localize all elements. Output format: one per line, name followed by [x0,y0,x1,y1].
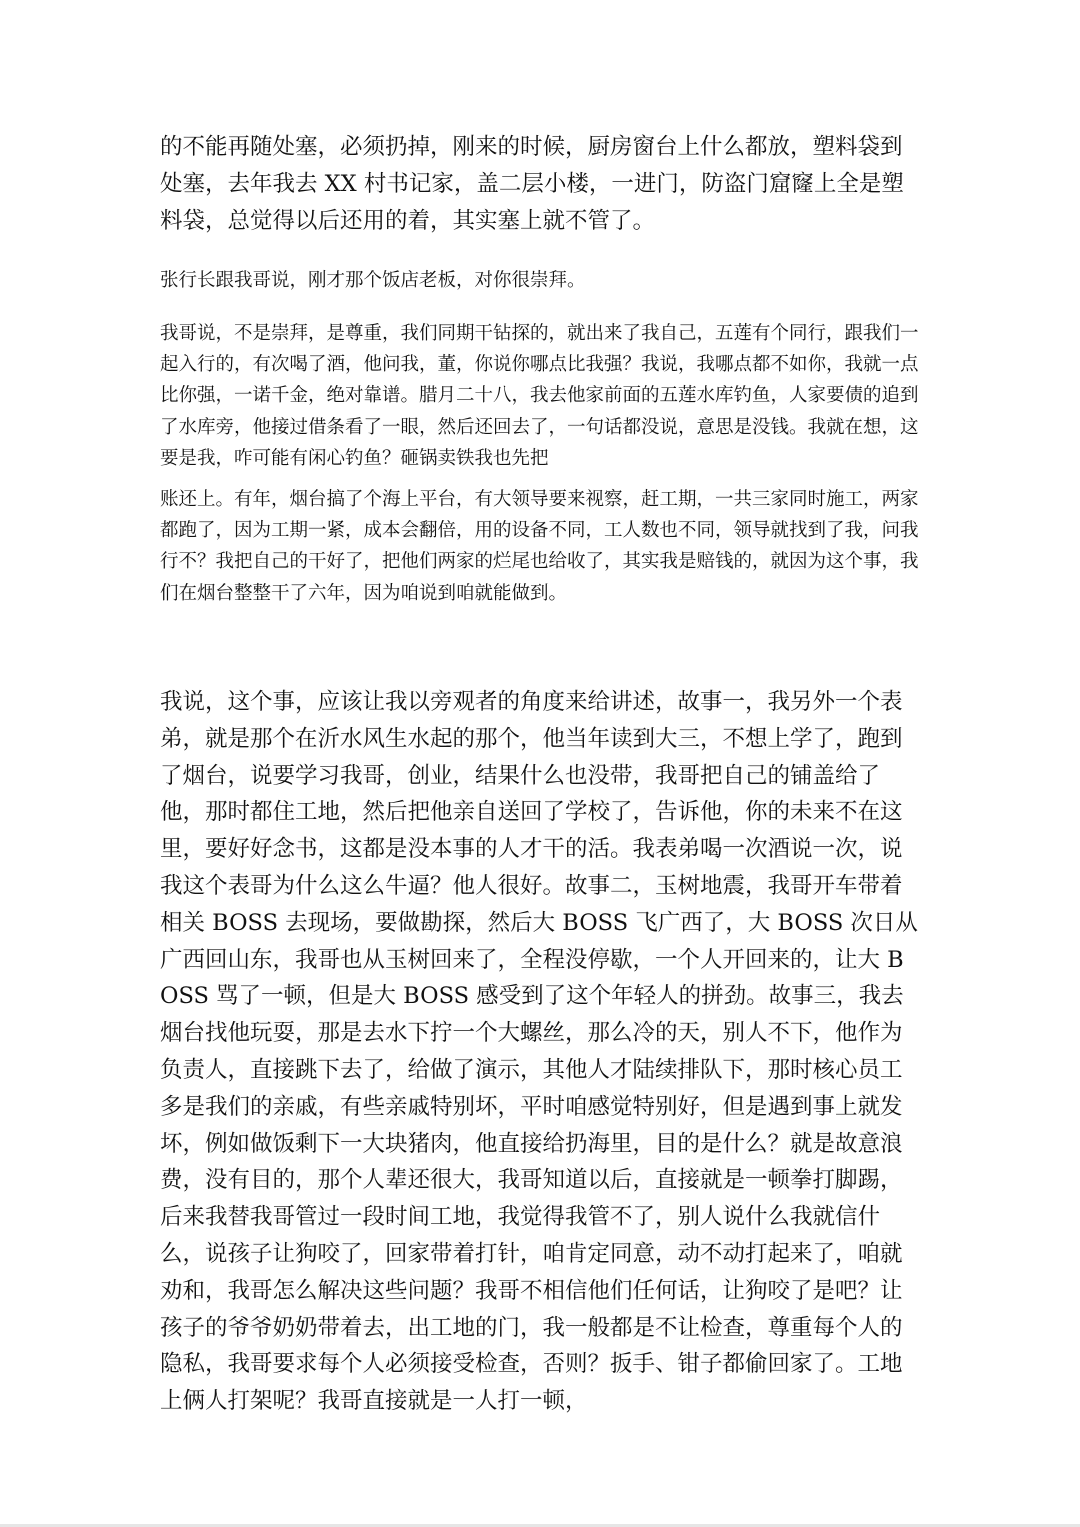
paragraph-respect-story: 我哥说，不是崇拜，是尊重，我们同期干钻探的，就出来了我自己，五莲有个同行，跟我们一起入行的，有次喝了酒，他问我，董，你说你哪点比我强？我说，我哪点都不如你，我就一点比你强，一诺千金，绝对靠谱。腊月二十八，我去他家前面的五莲水库钓鱼，人家要债的追到了水库旁，他接过借条看了一眼，然后还回去了，一句话都没说，意思是没钱。我就在想，这要是我，咋可能有闲心钓鱼？砸锅卖铁我也先把 [160,323,919,469]
paragraph-plastic-bags: 的不能再随处塞，必须扔掉，刚来的时候，厨房窗台上什么都放，塑料袋到处塞，去年我去 XX 村书记家，盖二层小楼，一进门，防盗门窟窿上全是塑料袋，总觉得以后还用的着，其实塞上就不管了。 [160,134,904,234]
paragraph-bank-president-remark: 张行长跟我哥说，刚才那个饭店老板，对你很崇拜。 [160,270,586,291]
paragraph-three-stories: 我说，这个事，应该让我以旁观者的角度来给讲述，故事一，我另外一个表弟，就是那个在沂水风生水起的那个，他当年读到大三，不想上学了，跑到了烟台，说要学习我哥，创业，结果什么也没带，我哥把自己的铺盖给了他，那时都住工地，然后把他亲自送回了学校了，告诉他，你的未来不在这里，要好好念书，这都是没本事的人才干的活。我表弟喝一次酒说一次，说我这个表哥为什么这么牛逼？他人很好。故事二，玉树地震，我哥开车带着相关 BOSS 去现场，要做勘探，然后大 BOSS 飞广西了，大 BOSS 次日从广西回山东，我哥也从玉树回来了，全程没停歇，一个人开回来的，让大 BOSS 骂了一顿，但是大 BOSS 感受到了这个年轻人的拼劲。故事三，我去烟台找他玩耍，那是去水下拧一个大螺丝，那么冷的天，别人不下，他作为负责人，直接跳下去了，给做了演示，其他人才陆续排队下，那时核心员工多是我们的亲戚，有些亲戚特别坏，平时咱感觉特别好，但是遇到事上就发坏，例如做饭剩下一大块猪肉，他直接给扔海里，目的是什么？就是故意浪费，没有目的，那个人辈还很大，我哥知道以后，直接就是一顿拳打脚踢，后来我替我哥管过一段时间工地，我觉得我管不了，别人说什么我就信什么，说孩子让狗咬了，回家带着打针，咱肯定同意，动不动打起来了，咱就劝和，我哥怎么解决这些问题？我哥不相信他们任何话，让狗咬了是吧？让孩子的爷爷奶奶带着去，出工地的门，我一般都是不让检查，尊重每个人的隐私，我哥要求每个人必须接受检查，否则？扳手、钳子都偷回家了。工地上俩人打架呢？我哥直接就是一人打一顿， [160,689,918,1415]
paragraph-yantai-platform: 账还上。有年，烟台搞了个海上平台，有大领导要来视察，赶工期，一共三家同时施工，两家都跑了，因为工期一紧，成本会翻倍，用的设备不同，工人数也不同，领导就找到了我，问我行不？我把自己的干好了，把他们两家的烂尾也给收了，其实我是赔钱的，就因为这个事，我们在烟台整整干了六年，因为咱说到咱就能做到。 [160,489,919,604]
